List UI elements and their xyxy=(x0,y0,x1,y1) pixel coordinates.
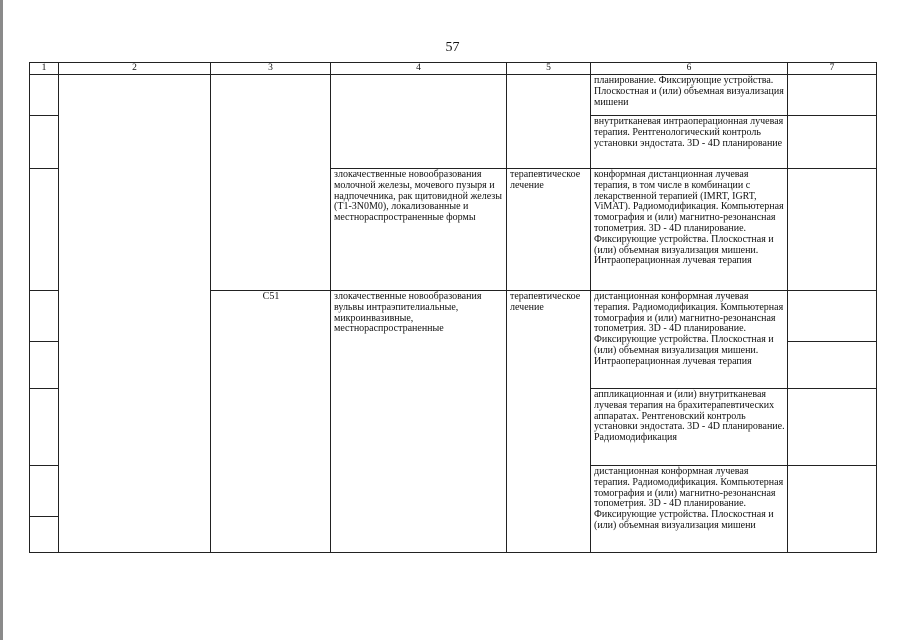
cell-col7 xyxy=(788,75,877,116)
cell-col1 xyxy=(30,342,59,389)
cell-method: дистанционная конформная лучевая терапия. Радиомодификация. Компьютерная томография и (или) магнитно-резонансная топометрия. 3D - 4D планирование. Фиксирующие устройства. Плоскостная и (или) объемная визуализация мишени xyxy=(591,466,788,553)
cell-col1 xyxy=(30,466,59,517)
column-header-7: 7 xyxy=(788,63,877,75)
cell-treatment-type xyxy=(507,75,591,169)
cell-code: C51 xyxy=(211,291,331,553)
column-header-row xyxy=(30,63,877,75)
cell-col7 xyxy=(788,116,877,169)
cell-col1 xyxy=(30,291,59,342)
column-header-3: 3 xyxy=(211,63,331,75)
column-header-2: 2 xyxy=(59,63,211,75)
cell-col1 xyxy=(30,389,59,466)
cell-diagnosis: злокачественные новообразования молочной железы, мочевого пузыря и надпочечника, рак щитовидной железы (T1-3N0M0), локализованные и местнораспространенные формы xyxy=(331,169,507,291)
scan-edge xyxy=(0,0,3,640)
cell-col7 xyxy=(788,466,877,553)
column-header-5: 5 xyxy=(507,63,591,75)
cell-col1 xyxy=(30,169,59,291)
page-number: 57 xyxy=(445,40,460,55)
cell-col7 xyxy=(788,169,877,291)
cell-col7 xyxy=(788,389,877,466)
cell-treatment-type: терапевтическое лечение xyxy=(507,291,591,553)
cell-method: планирование. Фиксирующие устройства. Плоскостная и (или) объемная визуализация мишени xyxy=(591,75,788,116)
cell-col2-merged xyxy=(59,75,211,553)
cell-col7 xyxy=(788,342,877,389)
cell-diagnosis: злокачественные новообразования вульвы интраэпителиальные, микроинвазивные, местнораспространенные xyxy=(331,291,507,553)
cell-diagnosis xyxy=(331,75,507,169)
table-row xyxy=(30,75,877,116)
column-header-6: 6 xyxy=(591,63,788,75)
column-header-1: 1 xyxy=(30,63,59,75)
cell-method: аппликационная и (или) внутритканевая лучевая терапия на брахитерапевтических аппаратах. Рентгеновский контроль установки эндостата. 3D - 4D планирование. Радиомодификация xyxy=(591,389,788,466)
cell-treatment-type: терапевтическое лечение xyxy=(507,169,591,291)
cell-col1 xyxy=(30,116,59,169)
medical-services-table xyxy=(29,62,877,553)
cell-col1 xyxy=(30,517,59,553)
column-header-4: 4 xyxy=(331,63,507,75)
cell-code xyxy=(211,75,331,291)
cell-col7 xyxy=(788,291,877,342)
cell-method: конформная дистанционная лучевая терапия, в том числе в комбинации с лекарственной терапией (IMRT, IGRT, ViMAT). Радиомодификация. Компьютерная томография и (или) магнитно-резонансная топометрия. 3D - 4D планирование. Фиксирующие устройства. Плоскостная и (или) объемная визуализация мишени. Интраоперационная лучевая терапия xyxy=(591,169,788,291)
cell-method: внутритканевая интраоперационная лучевая терапия. Рентгенологический контроль установки эндостата. 3D - 4D планирование xyxy=(591,116,788,169)
cell-col1 xyxy=(30,75,59,116)
cell-method: дистанционная конформная лучевая терапия. Радиомодификация. Компьютерная томография и (или) магнитно-резонансная топометрия. 3D - 4D планирование. Фиксирующие устройства. Плоскостная и (или) объемная визуализация мишени. Интраоперационная лучевая терапия xyxy=(591,291,788,389)
